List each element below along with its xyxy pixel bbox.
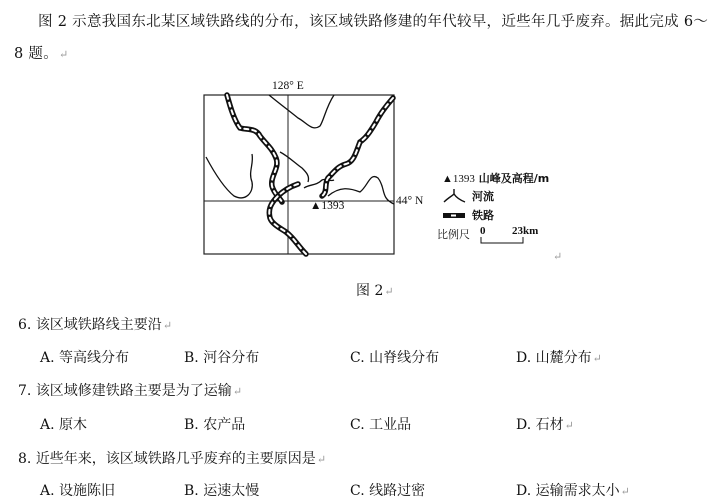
question-stem: 该区域铁路线主要沿 <box>35 317 162 333</box>
return-mark-icon: ↵ <box>162 319 173 332</box>
option-text: 山脊线分布 <box>369 350 440 366</box>
legend-river <box>442 188 494 204</box>
legend-river-label: 河流 <box>472 190 494 203</box>
option-text: 运输需求太小 <box>535 483 620 499</box>
scale-start: 0 <box>480 225 486 237</box>
peak-symbol-icon: ▲1393 <box>442 173 475 185</box>
q7-option-d[interactable] <box>516 414 574 434</box>
return-mark-icon: ↵ <box>564 419 574 432</box>
legend-scale <box>437 226 470 242</box>
option-text: 运速太慢 <box>203 483 260 499</box>
option-key: D. <box>516 350 532 366</box>
legend-railway <box>442 207 494 223</box>
q6-option-a[interactable] <box>40 347 129 367</box>
longitude-label: 128° E <box>272 80 304 92</box>
caption-text: 图 2 <box>356 283 384 299</box>
option-text: 线路过密 <box>369 483 426 499</box>
q8-option-c[interactable] <box>350 480 425 500</box>
intro-line-2 <box>14 42 69 63</box>
option-key: C. <box>350 483 365 499</box>
legend-peak-label: 山峰及高程/m <box>478 172 550 185</box>
latitude-label: 44° N <box>396 195 424 207</box>
q6-option-d[interactable] <box>516 347 602 367</box>
railway-symbol-icon <box>442 210 466 220</box>
q7-option-b[interactable] <box>184 414 245 434</box>
peak-label: ▲1393 <box>310 200 345 212</box>
legend-railway-label: 铁路 <box>472 209 494 222</box>
question-7 <box>18 380 242 400</box>
option-key: B. <box>184 350 199 366</box>
question-8 <box>18 448 326 468</box>
railway-map <box>200 92 450 260</box>
river-symbol-icon <box>442 188 466 204</box>
scale-bar-icon <box>480 237 525 245</box>
railways <box>227 95 393 254</box>
option-key: D. <box>516 483 532 499</box>
option-text: 原木 <box>59 417 88 433</box>
q8-option-a[interactable] <box>40 480 115 500</box>
option-text: 工业品 <box>369 417 412 433</box>
option-key: C. <box>350 417 365 433</box>
question-6 <box>18 314 172 334</box>
intro-line-1 <box>38 10 708 31</box>
intro-text-2: 8 题。 <box>14 46 59 62</box>
question-number: 6. <box>18 317 32 333</box>
return-mark-icon: ↵ <box>592 352 602 365</box>
option-text: 等高线分布 <box>59 350 130 366</box>
option-key: D. <box>516 417 532 433</box>
option-text: 山麓分布 <box>535 350 592 366</box>
option-text: 石材 <box>535 417 564 433</box>
q8-option-d[interactable] <box>516 480 630 500</box>
option-key: A. <box>40 483 55 499</box>
option-key: C. <box>350 350 365 366</box>
q7-option-a[interactable] <box>40 414 87 434</box>
intro-text-1: 图 2 示意我国东北某区域铁路线的分布，该区域铁路修建的年代较早，近些年几乎废弃。据此完成 6～ <box>38 14 709 30</box>
option-text: 设施陈旧 <box>59 483 116 499</box>
return-mark-icon: ↵ <box>553 250 563 263</box>
option-key: B. <box>184 483 199 499</box>
q6-option-c[interactable] <box>350 347 439 367</box>
question-stem: 该区域修建铁路主要是为了运输 <box>35 383 232 399</box>
figure-caption <box>356 280 394 300</box>
option-text: 农产品 <box>203 417 246 433</box>
question-stem: 近些年来，该区域铁路几乎废弃的主要原因是 <box>35 451 316 467</box>
legend-peak <box>442 170 549 186</box>
scale-end: 23km <box>512 225 539 237</box>
return-mark-icon: ↵ <box>232 385 243 398</box>
return-mark-icon: ↵ <box>316 453 327 466</box>
option-key: A. <box>40 417 55 433</box>
return-mark-icon: ↵ <box>620 485 630 498</box>
question-number: 7. <box>18 383 32 399</box>
question-number: 8. <box>18 451 32 467</box>
q6-option-b[interactable] <box>184 347 259 367</box>
scale-label: 比例尺 <box>437 228 470 241</box>
return-mark-icon: ↵ <box>384 285 394 298</box>
option-text: 河谷分布 <box>203 350 260 366</box>
option-key: A. <box>40 350 55 366</box>
q8-option-b[interactable] <box>184 480 259 500</box>
return-mark-icon: ↵ <box>59 48 69 61</box>
option-key: B. <box>184 417 199 433</box>
q7-option-c[interactable] <box>350 414 411 434</box>
